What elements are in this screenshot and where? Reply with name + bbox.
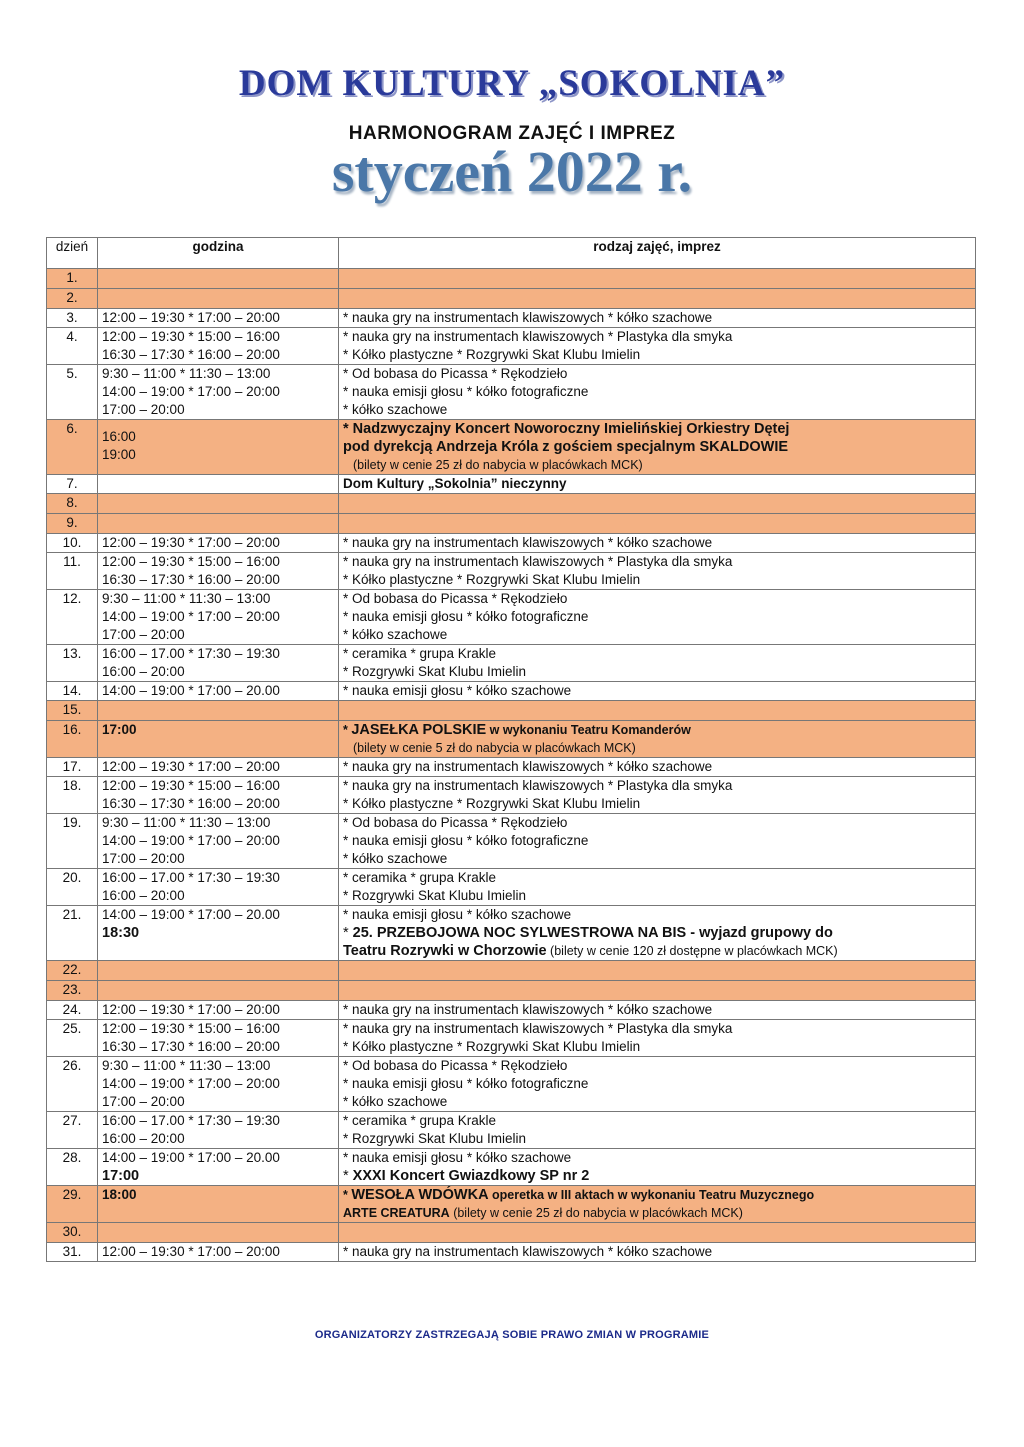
activity-cell: * Od bobasa do Picassa * Rękodzieło * nauka emisji głosu * kółko fotograficzne * kółko szachowe (339, 590, 976, 645)
table-row (47, 721, 976, 758)
day-cell: 2. (47, 289, 98, 309)
activity-cell: * nauka gry na instrumentach klawiszowych * kółko szachowe (339, 758, 976, 777)
table-row (47, 701, 976, 721)
activity-cell: * nauka gry na instrumentach klawiszowych * kółko szachowe (339, 534, 976, 553)
table-row (47, 1112, 976, 1149)
time-cell: 9:30 – 11:00 * 11:30 – 13:00 14:00 – 19:00 * 17:00 – 20:00 17:00 – 20:00 (98, 1057, 339, 1112)
time-cell: 18:00 (98, 1186, 339, 1223)
day-cell: 10. (47, 534, 98, 553)
table-row (47, 365, 976, 420)
day-cell: 1. (47, 269, 98, 289)
time-cell: 16:00 19:00 (98, 420, 339, 475)
header-activity: rodzaj zajęć, imprez (339, 238, 976, 269)
table-row (47, 553, 976, 590)
time-cell: 16:00 – 17.00 * 17:30 – 19:30 16:00 – 20:00 (98, 645, 339, 682)
day-cell: 12. (47, 590, 98, 645)
table-row (47, 420, 976, 475)
table-row (47, 869, 976, 906)
table-row (47, 269, 976, 289)
day-cell: 3. (47, 309, 98, 328)
activity-cell: * nauka gry na instrumentach klawiszowych * Plastyka dla smyka * Kółko plastyczne * Rozgrywki Skat Klubu Imielin (339, 777, 976, 814)
time-cell: 12:00 – 19:30 * 17:00 – 20:00 (98, 1243, 339, 1262)
time-cell: 12:00 – 19:30 * 15:00 – 16:00 16:30 – 17:30 * 16:00 – 20:00 (98, 1020, 339, 1057)
time-cell: 14:00 – 19:00 * 17:00 – 20.00 (98, 682, 339, 701)
activity-cell: * Od bobasa do Picassa * Rękodzieło * nauka emisji głosu * kółko fotograficzne * kółko szachowe (339, 1057, 976, 1112)
day-cell: 11. (47, 553, 98, 590)
table-row (47, 1057, 976, 1112)
page-subtitle: HARMONOGRAM ZAJĘĆ I IMPREZ (348, 123, 676, 144)
day-cell: 21. (47, 906, 98, 961)
table-row (47, 1001, 976, 1020)
day-cell: 15. (47, 701, 98, 721)
day-cell: 8. (47, 494, 98, 514)
table-row (47, 645, 976, 682)
time-cell: 17:00 (98, 721, 339, 758)
time-cell: 16:00 – 17.00 * 17:30 – 19:30 16:00 – 20:00 (98, 869, 339, 906)
table-row (47, 328, 976, 365)
activity-cell: * nauka gry na instrumentach klawiszowych * kółko szachowe (339, 1001, 976, 1020)
time-cell: 14:00 – 19:00 * 17:00 – 20.00 18:30 (98, 906, 339, 961)
table-row (47, 1223, 976, 1243)
table-row (47, 514, 976, 534)
table-row (47, 309, 976, 328)
activity-cell: * nauka emisji głosu * kółko szachowe * 25. PRZEBOJOWA NOC SYLWESTROWA NA BIS - wyjazd grupowy do Teatru Rozrywki w Chorzowie (bilety w cenie 120 zł dostępne w placówkach MCK) (339, 906, 976, 961)
header-day: dzień (47, 238, 98, 269)
header-time: godzina (98, 238, 339, 269)
table-row (47, 1020, 976, 1057)
table-row (47, 1186, 976, 1223)
activity-cell: * ceramika * grupa Krakle * Rozgrywki Skat Klubu Imielin (339, 1112, 976, 1149)
day-cell: 13. (47, 645, 98, 682)
table-header (47, 238, 976, 269)
day-cell: 4. (47, 328, 98, 365)
day-cell: 29. (47, 1186, 98, 1223)
activity-cell: * JASEŁKA POLSKIE w wykonaniu Teatru Komanderów (bilety w cenie 5 zł do nabycia w placówkach MCK) (339, 721, 976, 758)
table-row (47, 814, 976, 869)
day-cell: 25. (47, 1020, 98, 1057)
day-cell: 27. (47, 1112, 98, 1149)
activity-cell: * nauka emisji głosu * kółko szachowe * XXXI Koncert Gwiazdkowy SP nr 2 (339, 1149, 976, 1186)
day-cell: 18. (47, 777, 98, 814)
day-cell: 16. (47, 721, 98, 758)
day-cell: 5. (47, 365, 98, 420)
activity-cell: * nauka gry na instrumentach klawiszowych * kółko szachowe (339, 1243, 976, 1262)
time-cell: 16:00 – 17.00 * 17:30 – 19:30 16:00 – 20:00 (98, 1112, 339, 1149)
activity-cell: * WESOŁA WDÓWKA operetka w III aktach w wykonaniu Teatru Muzycznego ARTE CREATURA (bilety w cenie 25 zł do nabycia w placówkach MCK) (339, 1186, 976, 1223)
table-row (47, 590, 976, 645)
time-cell: 12:00 – 19:30 * 17:00 – 20:00 (98, 534, 339, 553)
day-cell: 28. (47, 1149, 98, 1186)
table-row (47, 961, 976, 981)
table-row (47, 777, 976, 814)
day-cell: 31. (47, 1243, 98, 1262)
schedule-table (46, 237, 976, 1262)
activity-cell: * nauka gry na instrumentach klawiszowych * Plastyka dla smyka * Kółko plastyczne * Rozgrywki Skat Klubu Imielin (339, 1020, 976, 1057)
day-cell: 20. (47, 869, 98, 906)
day-cell: 9. (47, 514, 98, 534)
activity-cell: * ceramika * grupa Krakle * Rozgrywki Skat Klubu Imielin (339, 869, 976, 906)
day-cell: 30. (47, 1223, 98, 1243)
time-cell: 12:00 – 19:30 * 15:00 – 16:00 16:30 – 17:30 * 16:00 – 20:00 (98, 553, 339, 590)
time-cell: 9:30 – 11:00 * 11:30 – 13:00 14:00 – 19:00 * 17:00 – 20:00 17:00 – 20:00 (98, 814, 339, 869)
table-row (47, 534, 976, 553)
activity-cell: * Nadzwyczajny Koncert Noworoczny Imielińskiej Orkiestry Dętej pod dyrekcją Andrzeja Króla z gościem specjalnym SKALDOWIE (bilety w cenie 25 zł do nabycia w placówkach MCK) (339, 420, 976, 475)
day-cell: 24. (47, 1001, 98, 1020)
activity-cell: * nauka gry na instrumentach klawiszowych * Plastyka dla smyka * Kółko plastyczne * Rozgrywki Skat Klubu Imielin (339, 328, 976, 365)
time-cell: 12:00 – 19:30 * 17:00 – 20:00 (98, 309, 339, 328)
table-row (47, 494, 976, 514)
time-cell: 12:00 – 19:30 * 17:00 – 20:00 (98, 758, 339, 777)
page-title: DOM KULTURY „SOKOLNIA” (238, 63, 786, 104)
time-cell: 12:00 – 19:30 * 15:00 – 16:00 16:30 – 17:30 * 16:00 – 20:00 (98, 328, 339, 365)
activity-cell: Dom Kultury „Sokolnia” nieczynny (339, 475, 976, 494)
day-cell: 26. (47, 1057, 98, 1112)
time-cell: 12:00 – 19:30 * 15:00 – 16:00 16:30 – 17:30 * 16:00 – 20:00 (98, 777, 339, 814)
activity-cell: * nauka gry na instrumentach klawiszowych * kółko szachowe (339, 309, 976, 328)
day-cell: 14. (47, 682, 98, 701)
day-cell: 7. (47, 475, 98, 494)
day-cell: 17. (47, 758, 98, 777)
time-cell: 9:30 – 11:00 * 11:30 – 13:00 14:00 – 19:00 * 17:00 – 20:00 17:00 – 20:00 (98, 590, 339, 645)
time-cell: 14:00 – 19:00 * 17:00 – 20.00 17:00 (98, 1149, 339, 1186)
activity-cell: * Od bobasa do Picassa * Rękodzieło * nauka emisji głosu * kółko fotograficzne * kółko szachowe (339, 814, 976, 869)
day-cell: 23. (47, 981, 98, 1001)
month-heading: styczeń 2022 r. (331, 139, 693, 204)
time-cell: 9:30 – 11:00 * 11:30 – 13:00 14:00 – 19:00 * 17:00 – 20:00 17:00 – 20:00 (98, 365, 339, 420)
activity-cell: * Od bobasa do Picassa * Rękodzieło * nauka emisji głosu * kółko fotograficzne * kółko szachowe (339, 365, 976, 420)
table-row (47, 758, 976, 777)
table-row (47, 1243, 976, 1262)
activity-cell: * ceramika * grupa Krakle * Rozgrywki Skat Klubu Imielin (339, 645, 976, 682)
day-cell: 22. (47, 961, 98, 981)
day-cell: 19. (47, 814, 98, 869)
time-cell: 12:00 – 19:30 * 17:00 – 20:00 (98, 1001, 339, 1020)
table-row (47, 682, 976, 701)
table-row (47, 1149, 976, 1186)
activity-cell: * nauka gry na instrumentach klawiszowych * Plastyka dla smyka * Kółko plastyczne * Rozgrywki Skat Klubu Imielin (339, 553, 976, 590)
table-row (47, 289, 976, 309)
activity-cell: * nauka emisji głosu * kółko szachowe (339, 682, 976, 701)
table-row (47, 981, 976, 1001)
footer-disclaimer: ORGANIZATORZY ZASTRZEGAJĄ SOBIE PRAWO ZMIAN W PROGRAMIE (314, 1329, 710, 1341)
day-cell: 6. (47, 420, 98, 475)
table-row (47, 906, 976, 961)
table-row (47, 475, 976, 494)
